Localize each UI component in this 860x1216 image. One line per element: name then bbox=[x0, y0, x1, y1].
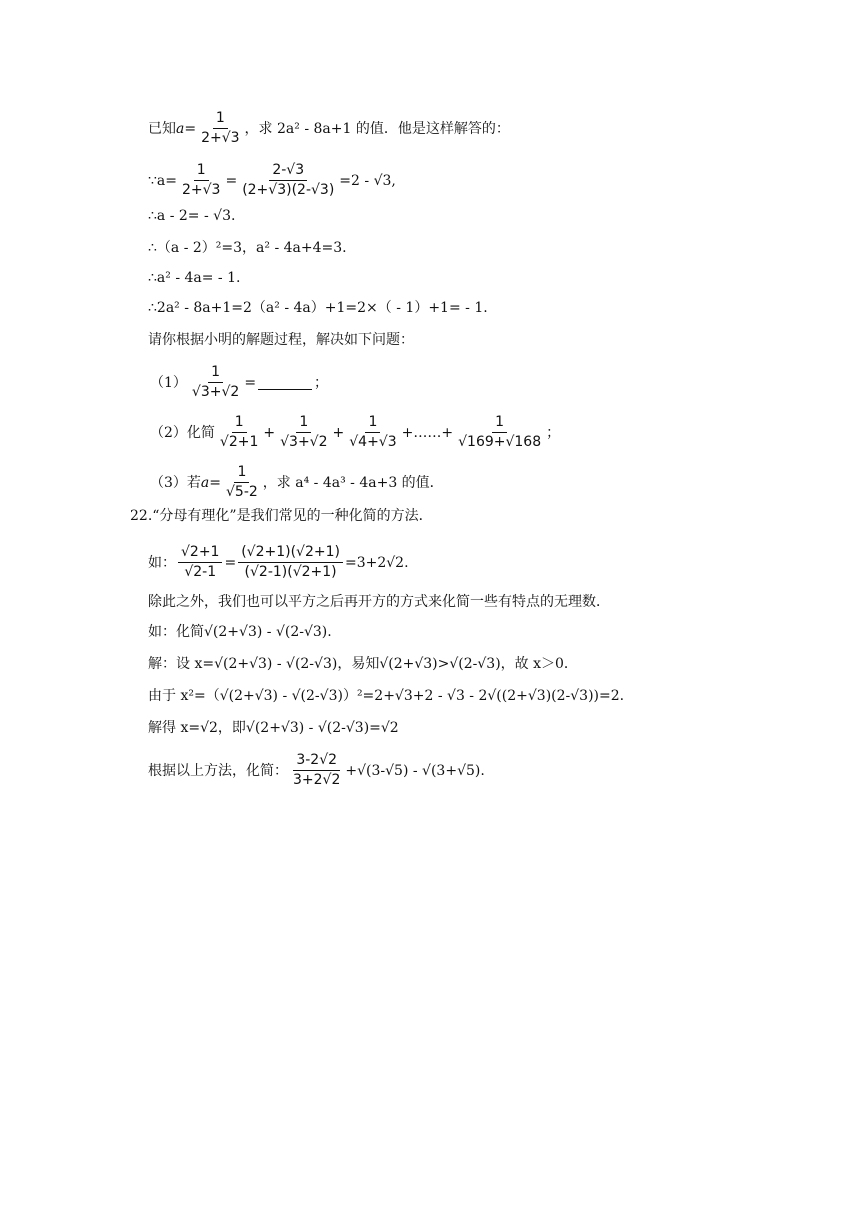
task-fraction bbox=[290, 752, 343, 789]
step1-post: =2 - √3, bbox=[339, 172, 396, 189]
q22-line3: 如：化简√(2+√3) - √(2-√3). bbox=[148, 624, 332, 640]
q22-line4: 解：设 x=√(2+√3) - √(2-√3)，易知√(2+√3)>√(2-√3)，故 x＞0． bbox=[148, 656, 578, 672]
q21-prompt: 请你根据小明的解题过程，解决如下问题： bbox=[148, 332, 414, 348]
part3-a-eq: a= bbox=[200, 474, 221, 491]
part2-term-1 bbox=[217, 414, 261, 451]
fraction-denominator: 2+√3 bbox=[201, 130, 240, 146]
intro-fraction bbox=[198, 110, 242, 147]
step1-fraction-2 bbox=[239, 162, 337, 199]
q21-part2 bbox=[150, 414, 560, 451]
task-post: +√(3-√5) - √(3+√5). bbox=[345, 762, 485, 779]
fraction-numerator: 1 bbox=[234, 464, 249, 483]
answer-blank bbox=[258, 375, 312, 390]
intro-text-post: ，求 2a² - 8a+1 的值．他是这样解答的： bbox=[244, 120, 510, 137]
fraction-denominator: √2-1 bbox=[184, 564, 217, 580]
fraction-denominator: 3+2√2 bbox=[293, 772, 341, 788]
intro-a-eq: a= bbox=[176, 120, 197, 137]
q22-line2: 除此之外，我们也可以平方之后再开方的方式来化简一些有特点的无理数． bbox=[148, 594, 610, 610]
fraction-denominator: √169+√168 bbox=[458, 434, 542, 450]
q21-part1 bbox=[150, 364, 328, 401]
fraction-numerator: 3-2√2 bbox=[293, 752, 340, 771]
q21-step1 bbox=[148, 162, 396, 199]
equals-sign: = bbox=[224, 554, 237, 571]
part2-label: （2）化简 bbox=[150, 424, 215, 441]
part2-last-term bbox=[455, 414, 544, 451]
fraction-denominator: √3+√2 bbox=[191, 384, 240, 400]
example-fraction-2 bbox=[238, 544, 343, 581]
part1-fraction bbox=[189, 364, 242, 401]
equals-sign: = bbox=[244, 374, 257, 391]
fraction-denominator: 2+√3 bbox=[181, 182, 221, 198]
fraction-denominator: (2+√3)(2-√3) bbox=[242, 182, 335, 198]
fraction-denominator: √2+1 bbox=[219, 434, 259, 450]
equals-sign: = bbox=[225, 172, 238, 189]
fraction-numerator: 1 bbox=[232, 414, 247, 433]
q22-line5: 由于 x²=（√(2+√3) - √(2-√3)）²=2+√3+2 - √3 - 2√((2+√3)(2-√3))=2. bbox=[148, 688, 625, 704]
q22-example bbox=[148, 544, 409, 581]
q22-line6: 解得 x=√2，即√(2+√3) - √(2-√3)=√2 bbox=[148, 720, 399, 736]
fraction-denominator: √4+√3 bbox=[349, 434, 397, 450]
fraction-numerator: (√2+1)(√2+1) bbox=[238, 544, 343, 563]
intro-text: 已知 bbox=[148, 120, 176, 137]
fraction-denominator: √3+√2 bbox=[280, 434, 328, 450]
fraction-numerator: 1 bbox=[213, 110, 228, 129]
example-post: =3+2√2. bbox=[344, 554, 409, 571]
fraction-numerator: 1 bbox=[492, 414, 507, 433]
q21-part3 bbox=[150, 464, 444, 501]
q22-task bbox=[148, 752, 485, 789]
fraction-numerator: 1 bbox=[296, 414, 311, 433]
part2-term-3 bbox=[346, 414, 399, 451]
fraction-numerator: 1 bbox=[365, 414, 380, 433]
fraction-numerator: √2+1 bbox=[178, 544, 222, 563]
q21-step2: ∴a - 2= - √3. bbox=[148, 208, 236, 224]
part2-end: ； bbox=[546, 424, 561, 441]
step1-pre: ∵a= bbox=[148, 172, 177, 189]
step1-fraction-1 bbox=[179, 162, 223, 199]
q21-step4: ∴a² - 4a= - 1. bbox=[148, 270, 241, 286]
q21-intro bbox=[148, 110, 510, 147]
part3-post: ，求 a⁴ - 4a³ - 4a+3 的值． bbox=[262, 474, 444, 491]
part1-label: （1） bbox=[150, 374, 187, 391]
fraction-numerator: 1 bbox=[208, 364, 223, 383]
fraction-numerator: 1 bbox=[194, 162, 209, 181]
fraction-numerator: 2-√3 bbox=[269, 162, 307, 181]
q21-step3: ∴（a - 2）²=3，a² - 4a+4=3. bbox=[148, 240, 347, 256]
part1-end: ； bbox=[314, 374, 329, 391]
part3-fraction bbox=[223, 464, 261, 501]
part3-label: （3）若 bbox=[150, 474, 201, 491]
fraction-denominator: √5-2 bbox=[226, 484, 258, 500]
q21-step5: ∴2a² - 8a+1=2（a² - 4a）+1=2×（ - 1）+1= - 1. bbox=[148, 300, 488, 316]
plus-sign: + bbox=[332, 424, 345, 441]
ellipsis: +……+ bbox=[401, 424, 454, 441]
task-pre: 根据以上方法，化简： bbox=[148, 762, 288, 779]
q22-title: 22.“分母有理化”是我们常见的一种化简的方法． bbox=[130, 508, 433, 524]
part2-term-2 bbox=[277, 414, 330, 451]
fraction-denominator: (√2-1)(√2+1) bbox=[244, 564, 337, 580]
example-pre: 如： bbox=[148, 554, 176, 571]
plus-sign: + bbox=[263, 424, 276, 441]
example-fraction-1 bbox=[178, 544, 222, 581]
